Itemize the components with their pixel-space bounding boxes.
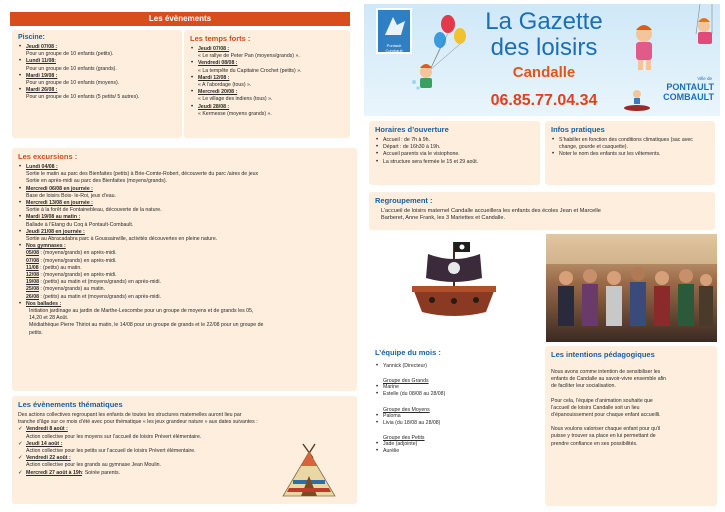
intentions-p3-l3: prendre confiance en ses possibilités. (551, 440, 638, 447)
excursion-line: Base de loisirs Bois- le-Roi, jeux d’eau. (26, 192, 116, 199)
intentions-panel (545, 346, 717, 506)
infos-panel (545, 121, 715, 185)
piscine-item-text: Pour un groupe de 10 enfants (moyens). (26, 80, 120, 87)
intentions-p1-l1: Nous avons comme intention de sensibiliser les (551, 369, 661, 375)
temps-forts-item-text: « La tempête du Capitaine Crochet (petits) ». (198, 67, 302, 74)
horaires-item: • Départ : de 16h30 à 19h. (375, 144, 534, 151)
gymnases-label: • Nos gymnases : (26, 243, 66, 250)
gymnase-text: : (petits) au matin et (moyens/grands) en après-midi. (38, 293, 161, 300)
thematique-text: Action collective pour les petits sur l’accueil de loisirs Prévert élémentaire. (26, 448, 196, 455)
regroupement-title: Regroupement : (375, 196, 433, 205)
intentions-p2-l1: Pour cela, l’équipe d’animation souhaite que (551, 397, 653, 404)
horaires-panel (369, 121, 540, 185)
temps-forts-item-date: • Jeudi 07/08 : (198, 46, 230, 52)
excursion-date: • Jeudi 21/08 en journée : (26, 228, 85, 235)
intentions-p1-l3: de faciliter leur socialisation. (551, 383, 616, 390)
piscine-panel (12, 30, 182, 138)
intentions-p2-l2: l’accueil de loisirs Candalle soit un lieu (551, 404, 640, 411)
piscine-list (18, 44, 176, 102)
thematiques-intro-2: tranche d’âge sur ce mois d’été avec pour thématique « les jeux grandeur nature » aux dates suivantes : (18, 419, 258, 426)
thematique-date: Vendredi 22 août : (26, 455, 71, 462)
thematique-text: Action collective pour les grands au gymnase Jean Moulin. (26, 462, 161, 469)
ballades-line: petits. (29, 329, 43, 336)
gymnase-text: : (moyens/grands) en après-midi. (38, 250, 117, 257)
gymnase-row (26, 294, 351, 301)
gymnase-text: : (petits) au matin et (moyens/grands) en après-midi. (38, 279, 161, 286)
horaires-title: Horaires d’ouverture (375, 125, 449, 134)
intentions-title: Les intentions pédagogiques (551, 350, 655, 359)
temps-forts-item (190, 46, 344, 60)
equipe-group-label: Groupe des Grands (383, 378, 429, 385)
gymnase-row (26, 265, 351, 272)
excursion-date: • Mardi 19/08 au matin : (26, 214, 81, 221)
thematique-text: Action collective pour les moyens sur l’accueil de loisirs Prévert élémentaire. (26, 433, 202, 440)
excursions-list (18, 164, 351, 337)
intentions-p2 (551, 398, 711, 420)
gymnase-text: : (moyens/grands) au matin. (38, 286, 106, 293)
excursion-item (18, 186, 351, 200)
excursion-item (18, 164, 351, 186)
equipe-member: • Livia (du 18/08 au 28/08) (375, 420, 535, 427)
thematiques-title: Les évènements thématiques (18, 400, 123, 409)
city-logo-text: Pontault Combault (385, 43, 403, 53)
kids-swing-illustration (616, 4, 720, 80)
thematique-date: Mercredi 27 août à 19h (26, 469, 82, 476)
piscine-item-date: • Lundi 11/08: (26, 58, 56, 65)
gymnase-text: : (petits) au matin. (38, 264, 82, 271)
gymnase-date: 25/08 (26, 286, 39, 293)
events-header-title: Les évènements (148, 14, 212, 23)
city-name-ville: Ville de (697, 76, 712, 81)
temps-forts-item-text: « A l’abordage (tous) ». (198, 82, 252, 89)
intentions-p2-l3: d’épanouissement pour chaque enfant accueilli. (551, 412, 661, 419)
piscine-item-text: Pour un groupe de 10 enfants (petits). (26, 51, 114, 58)
intentions-p1 (551, 369, 711, 391)
gazette-title-2: des loisirs (490, 34, 598, 61)
temps-forts-item-date: • Mercredi 20/08 : (198, 89, 238, 96)
pirate-ship-illustration (406, 238, 502, 322)
excursion-item (18, 229, 351, 243)
gymnase-text: : (moyens/grands) en après-midi. (38, 272, 117, 279)
temps-forts-item-date: • Vendredi 08/08 : (198, 60, 238, 67)
excursion-date: • Mercredi 06/08 en journée : (26, 185, 93, 192)
piscine-item-text: Pour un groupe de 10 enfants (5 petits/ 5 autres). (26, 94, 140, 101)
temps-forts-item (190, 89, 344, 103)
excursion-line: Sortie à la forêt de Fontainebleau, découverte de la nature. (26, 207, 162, 214)
gazette-banner (364, 4, 720, 116)
equipe-title: L’équipe du mois : (375, 348, 441, 357)
thematiques-intro-1: Des actions collectives regroupant les enfants de toutes les structures maternelles auront lieu par (18, 412, 242, 418)
group-photo-people (546, 234, 717, 342)
temps-forts-item-date: • Mardi 12/08 : (198, 74, 230, 81)
gymnase-date: 11/08 (26, 264, 39, 271)
regroupement-line-1: L’accueil de loisirs maternel Candalle accueillera les enfants des écoles Jean et Marcelle (381, 208, 601, 214)
temps-forts-list (190, 46, 344, 118)
excursion-line: Sortie le matin au parc des Bienfaites (petits) à Brie-Comte-Robert, découverte du parc /aires de jeux (26, 171, 259, 178)
equipe-member: • Paloma (375, 413, 535, 420)
piscine-item-date: • Mardi 19/08 : (26, 72, 58, 79)
city-name-2: COMBAULT (663, 92, 714, 102)
ballades-line: Initiation jardinage au jardin de Marthe-Lescombe pour un groupe de moyens et de grands les 05, (29, 308, 254, 315)
temps-forts-item-text: « Le village des indiens (tous) ». (198, 96, 273, 103)
piscine-item-date: • Mardi 26/08 : (26, 87, 58, 94)
gymnase-text: : (moyens/grands) en après-midi. (38, 257, 117, 264)
temps-forts-item-text: « Kermesse (moyens grands) ». (198, 110, 272, 117)
regroupement-line-2: Barberet, Anne Frank, les 3 Mariettes et Candalle. (381, 215, 506, 222)
excursion-item (18, 200, 351, 214)
excursion-line: Ballade à l’Etang du Coq à Pontault-Combault. (26, 221, 134, 228)
thematique-item (18, 426, 351, 440)
ballades-label: • Nos ballades : (26, 300, 62, 307)
horaires-item: • La structure sera fermée le 15 et 29 août. (375, 159, 534, 166)
equipe-member: • Jade (adjointe) (375, 441, 535, 448)
ballades-line: Médiathèque Pierre Thiriot au matin, le 14/08 pour un groupe de grands et le 22/08 pour un groupe de (29, 322, 264, 329)
trampoline-illustration (622, 84, 652, 114)
equipe-member: • Aurélie (375, 448, 535, 455)
temps-forts-item (190, 60, 344, 74)
infos-list (551, 137, 709, 159)
equipe-member: • Marine (375, 384, 535, 391)
excursion-line: Sortie en après-midi au parc des Bienfaites (moyens/grands). (26, 178, 167, 185)
piscine-item (18, 58, 176, 72)
temps-forts-item-date: • Jeudi 28/08 : (198, 103, 230, 110)
temps-forts-panel (184, 30, 350, 138)
gymnase-date: 12/08 (26, 272, 39, 279)
gazette-title-1: La Gazette (485, 8, 603, 35)
temps-forts-item-text: « Le rallye de Peter Pan (moyens/grands) ». (198, 53, 300, 60)
gymnases-item (18, 243, 351, 301)
equipe-group-members (375, 413, 535, 427)
piscine-item (18, 44, 176, 58)
regroupement-panel (369, 192, 715, 230)
intentions-p3-l2: puisse y trouver sa place en lui permettant de (551, 433, 656, 440)
infos-item: • Noter le nom des enfants sur les vêtements. (551, 151, 709, 158)
piscine-item-date: • Jeudi 07/08 : (26, 44, 58, 50)
piscine-title: Piscine: (18, 34, 45, 41)
piscine-item-text: Pour un groupe de 10 enfants (grands). (26, 65, 117, 72)
infos-item: • S’habiller en fonction des conditions climatiques (sac avec change, gourde et casquette). (551, 137, 709, 151)
equipe-group-members (375, 441, 535, 455)
equipe-director: • Yannick (Directeur) (375, 363, 535, 370)
intentions-p3-l1: Nous voulons valoriser chaque enfant pour qu’il (551, 426, 661, 433)
gymnase-row (26, 258, 351, 265)
intentions-p3 (551, 426, 711, 448)
gymnase-date: 19/08 (26, 279, 39, 286)
excursion-date: • Lundi 04/08 : (26, 164, 58, 170)
gymnase-row (26, 279, 351, 286)
balloons-illustration (400, 10, 470, 90)
thematique-text: : Soirée parents. (81, 469, 121, 476)
gymnase-date: 26/08 (26, 293, 39, 300)
gymnase-date: 07/08 (26, 257, 39, 264)
excursions-panel (12, 148, 357, 391)
ballades-line: 14,20 et 28 Août. (29, 315, 69, 322)
gymnase-date: 05/08 (26, 250, 39, 257)
temps-forts-title: Les temps forts : (190, 34, 251, 43)
equipe-member: • Estelle (du 08/08 au 28/08) (375, 391, 535, 398)
horaires-item: • Accueil parents via le visiophone. (375, 151, 534, 158)
city-name-1: PONTAULT (666, 82, 714, 92)
excursion-date: • Mercredi 13/08 en journée : (26, 200, 93, 207)
temps-forts-item (190, 75, 344, 89)
intentions-p1-l2: enfants de Candalle au savoir-vivre ensemble afin (551, 376, 667, 383)
piscine-item (18, 73, 176, 87)
equipe-panel (369, 346, 541, 506)
thematiques-panel (12, 396, 357, 504)
excursion-item (18, 214, 351, 228)
horaires-list (375, 137, 534, 166)
equipe-group-members (375, 384, 535, 398)
events-header-bar (10, 12, 350, 26)
teepee-illustration (279, 442, 339, 500)
gymnase-row (26, 272, 351, 279)
piscine-item (18, 87, 176, 101)
infos-title: Infos pratiques (551, 125, 605, 134)
gymnase-row (26, 250, 351, 257)
equipe-group-label: Groupe des Moyens (383, 406, 430, 413)
temps-forts-item (190, 104, 344, 118)
thematique-date: Jeudi 14 août : (26, 440, 63, 447)
equipe-groups (375, 378, 535, 455)
gymnase-row (26, 286, 351, 293)
horaires-item: • Accueil : de 7h à 9h. (375, 137, 534, 144)
excursions-title: Les excursions : (18, 152, 78, 161)
equipe-group-label: Groupe des Petits (383, 435, 425, 442)
group-photo (546, 234, 717, 342)
ballades-item (18, 301, 351, 337)
gazette-subtitle: Candalle (512, 64, 576, 81)
excursion-line: Sortie au Abracadabra parc à Goussainville, activités découvertes en pleine nature. (26, 236, 218, 243)
gazette-phone: 06.85.77.04.34 (490, 92, 598, 109)
thematique-date: Vendredi 8 août : (26, 426, 68, 433)
